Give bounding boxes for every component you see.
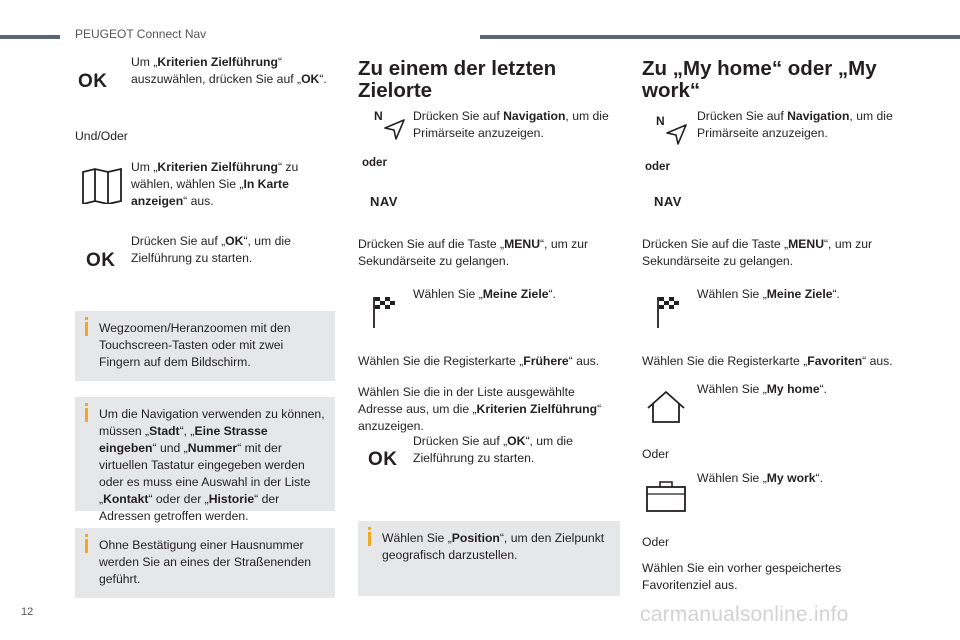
map-icon	[82, 168, 122, 204]
oder-label: oder	[362, 157, 387, 169]
navigation-n-letter: N	[656, 114, 665, 128]
step-press-menu: Drücken Sie auf die Taste „MENU“, um zur Sekundärseite zu gelangen.	[642, 237, 873, 268]
step-press-navigation: Drücken Sie auf Navigation, um die Primärseite anzuzeigen.	[413, 109, 609, 140]
step-show-on-map: Um „Kriterien Zielführung“ zu wählen, wählen Sie „In Karte anzeigen“ aus.	[131, 160, 299, 208]
navigation-arrow-icon	[664, 123, 688, 147]
step-press-navigation: Drücken Sie auf Navigation, um die Primärseite anzuzeigen.	[697, 109, 893, 140]
flag-icon	[372, 295, 396, 329]
oder-label: oder	[645, 161, 670, 173]
note-navigation-input: Um die Navigation verwenden zu können, müssen „Stadt“, „Eine Strasse eingeben“ und „Nummer“ mit der virtuellen Tastatur eingegeben werden oder es muss eine Auswahl in der Liste „Kontakt“ oder der „Historie“ der Adressen getroffen werden.	[75, 397, 335, 511]
navigation-n-letter: N	[374, 109, 383, 123]
step-select-criteria: Um „Kriterien Zielführung“ auszuwählen, drücken Sie auf „OK“.	[131, 55, 327, 86]
step-select-my-work: Wählen Sie „My work“.	[697, 471, 823, 485]
step-tab-favorites: Wählen Sie die Registerkarte „Favoriten“ aus.	[642, 354, 893, 368]
ok-icon: OK	[86, 250, 116, 271]
step-press-menu: Drücken Sie auf die Taste „MENU“, um zur Sekundärseite zu gelangen.	[358, 237, 589, 268]
step-select-my-destinations: Wählen Sie „Meine Ziele“.	[697, 287, 840, 301]
note-house-number: Ohne Bestätigung einer Hausnummer werden Sie an eines der Straßenenden geführt.	[75, 528, 335, 598]
step-select-address: Wählen Sie die in der Liste ausgewählte Adresse aus, um die „Kriterien Zielführung“ anzuzeigen.	[358, 385, 602, 433]
navigation-arrow-icon	[382, 118, 406, 142]
flag-icon	[656, 295, 680, 329]
home-icon	[646, 390, 686, 424]
page-number: 12	[21, 606, 34, 618]
oder-label: Oder	[642, 535, 670, 549]
und-oder-label: Und/Oder	[75, 129, 128, 143]
header-rule-right	[480, 35, 960, 39]
nav-button-icon: NAV	[654, 194, 682, 209]
ok-icon: OK	[78, 71, 108, 92]
nav-button-icon: NAV	[370, 194, 398, 209]
ok-icon: OK	[368, 449, 398, 470]
step-start-guidance: Drücken Sie auf „OK“, um die Zielführung zu starten.	[131, 234, 291, 265]
oder-label: Oder	[642, 447, 670, 461]
step-select-saved-favorite: Wählen Sie ein vorher gespeichertes Favoritenziel aus.	[642, 561, 842, 592]
note-zoom: Wegzoomen/Heranzoomen mit den Touchscreen-Tasten oder mit zwei Fingern auf dem Bildschirm.	[75, 311, 335, 381]
header-label: PEUGEOT Connect Nav	[75, 27, 207, 41]
step-start-guidance: Drücken Sie auf „OK“, um die Zielführung zu starten.	[413, 434, 573, 465]
header-rule-left	[0, 35, 60, 39]
note-position: Wählen Sie „Position“, um den Zielpunkt geografisch darzustellen.	[358, 521, 620, 596]
work-briefcase-icon	[646, 480, 686, 512]
step-select-my-home: Wählen Sie „My home“.	[697, 382, 828, 396]
section-title-home-work: Zu „My home“ oder „My work“	[642, 57, 877, 102]
watermark: carmanualsonline.info	[640, 603, 849, 626]
step-tab-previous: Wählen Sie die Registerkarte „Frühere“ aus.	[358, 354, 600, 368]
step-select-my-destinations: Wählen Sie „Meine Ziele“.	[413, 287, 556, 301]
section-title-recent-destinations: Zu einem der letzten Zielorte	[358, 57, 557, 102]
